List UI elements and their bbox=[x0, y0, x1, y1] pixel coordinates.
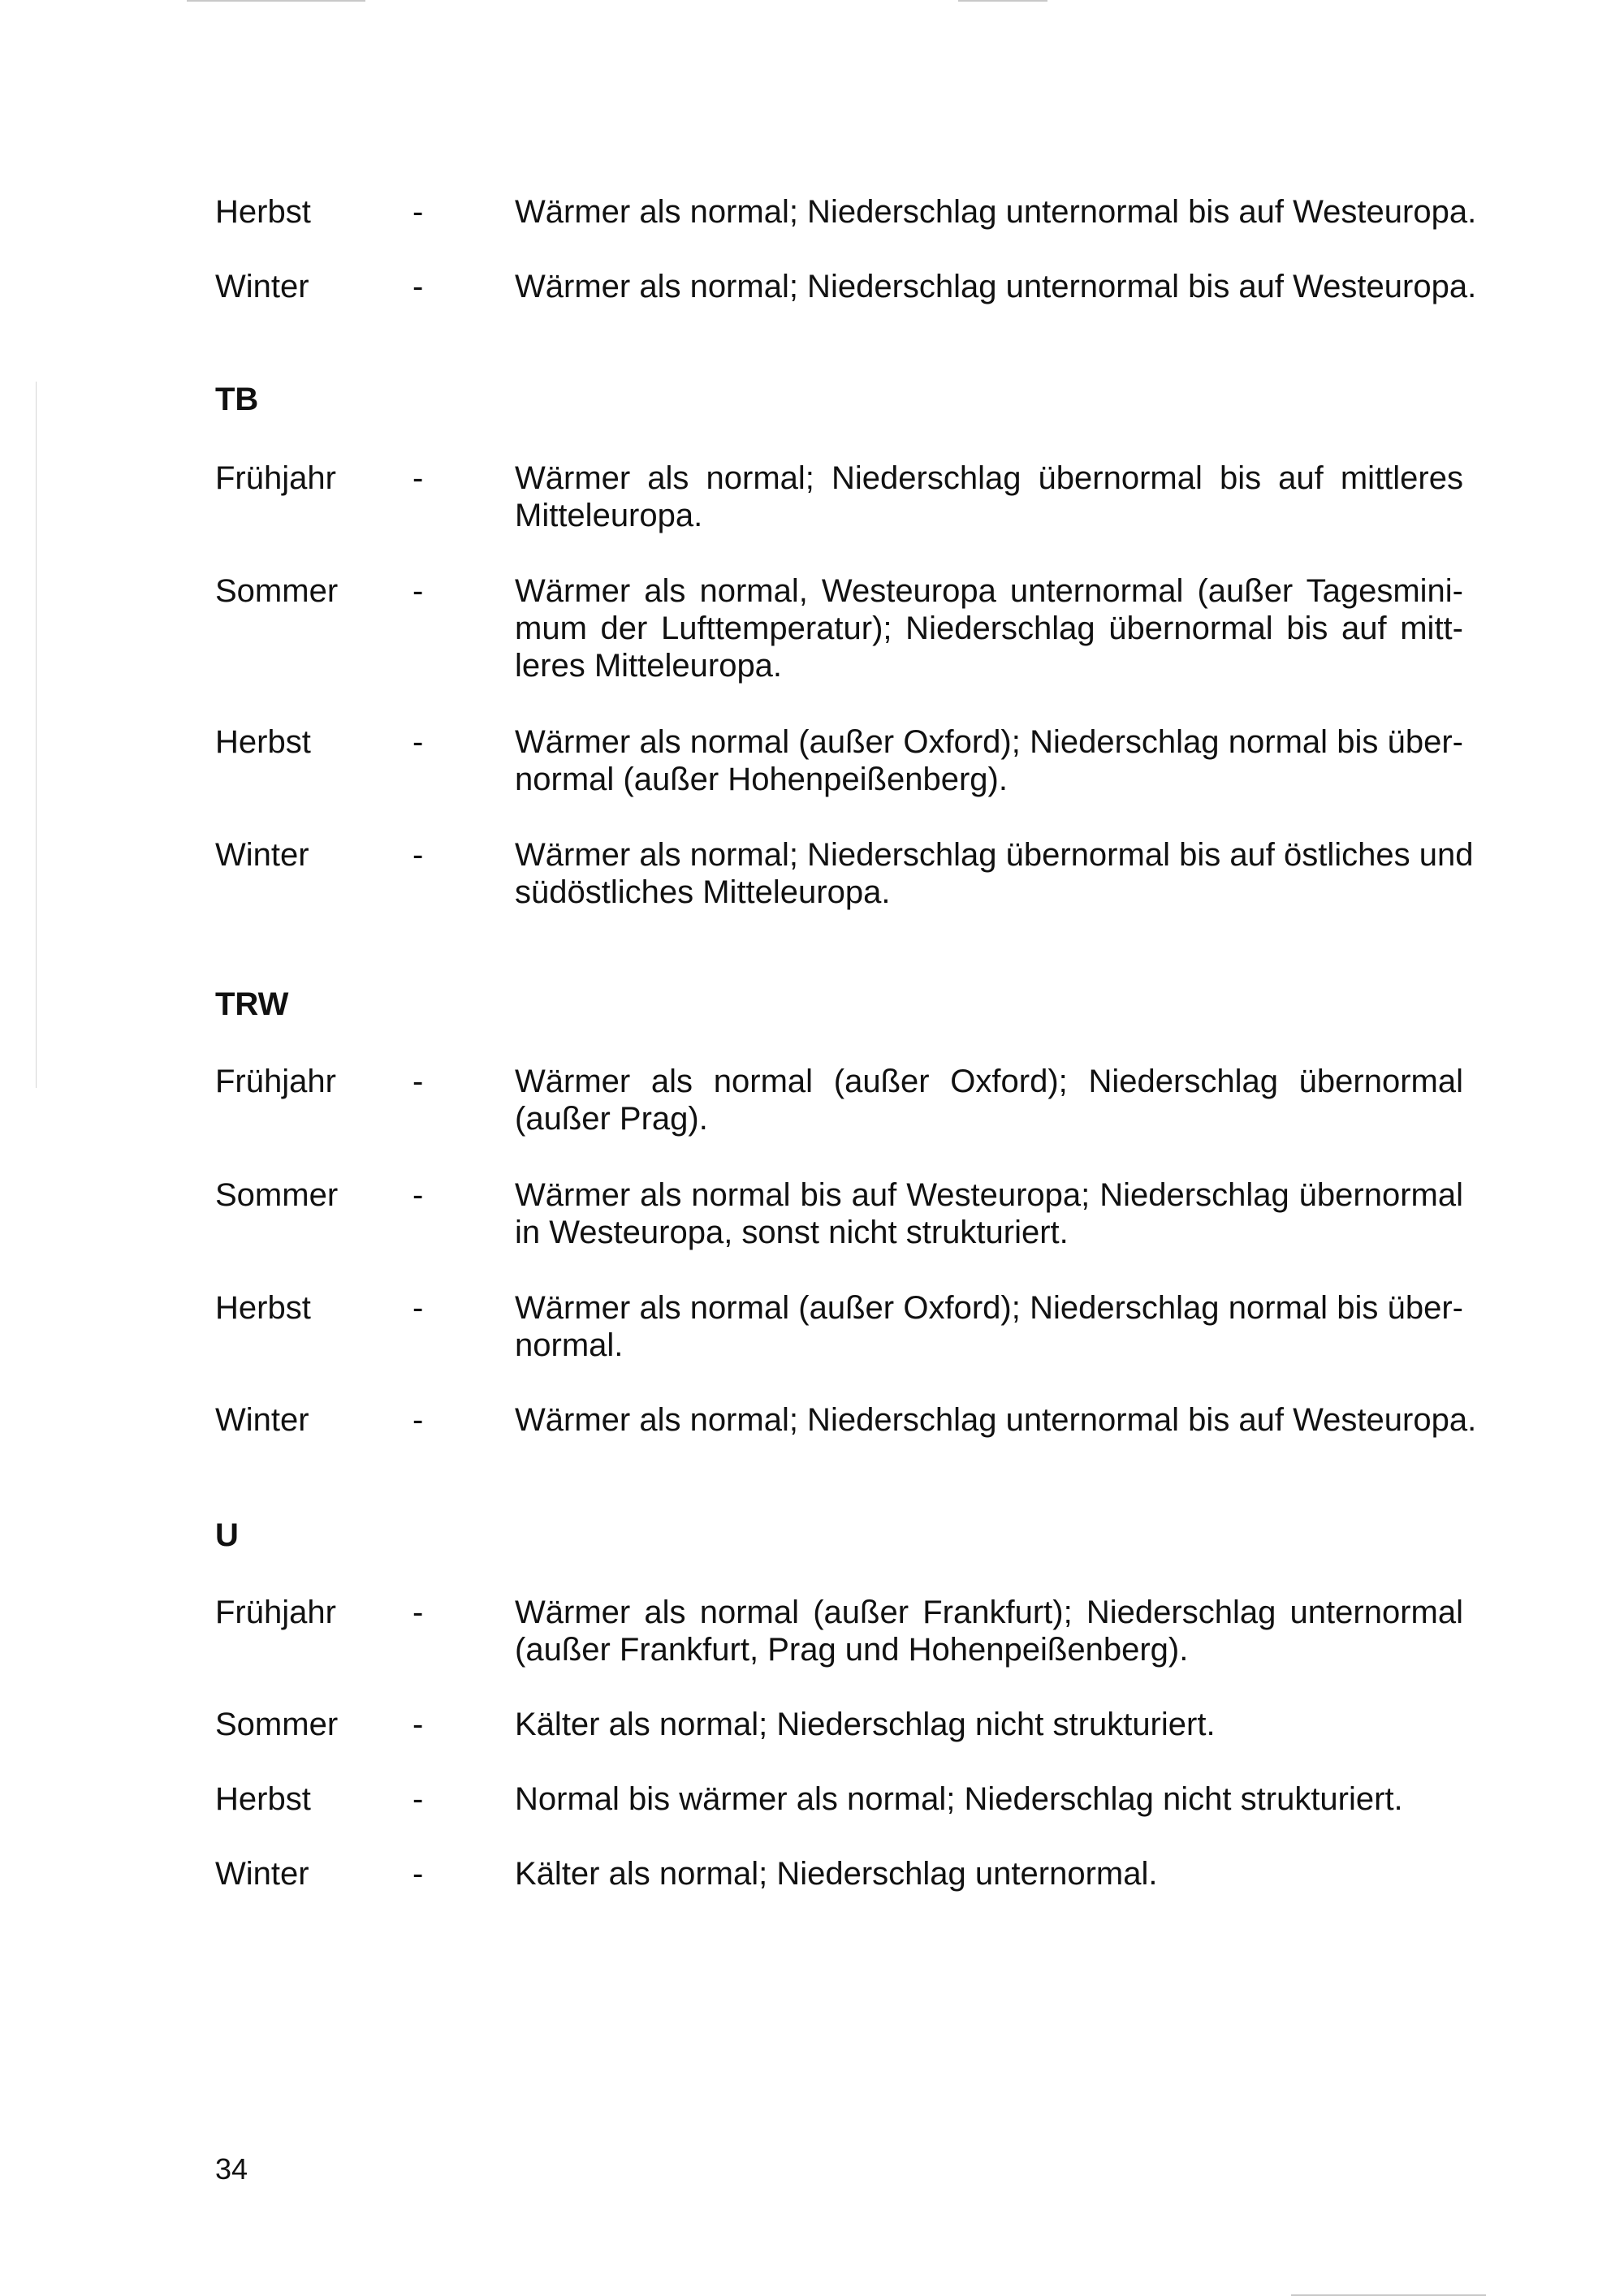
description-line: Wärmer als normal (außer Oxford); Niederschlag normal bis über- bbox=[515, 1290, 1463, 1326]
season-label: Sommer bbox=[215, 1177, 339, 1213]
season-description bbox=[515, 1401, 1477, 1439]
season-description bbox=[515, 193, 1477, 231]
season-label: Sommer bbox=[215, 1707, 339, 1742]
season-description bbox=[515, 1594, 1463, 1668]
description-line: Wärmer als normal; Niederschlag unternormal bis auf Westeuropa. bbox=[515, 269, 1477, 304]
separator-dash: - bbox=[412, 1177, 424, 1213]
season-description bbox=[515, 572, 1463, 684]
separator-dash: - bbox=[412, 269, 424, 304]
separator-dash: - bbox=[412, 1856, 424, 1892]
season-label: Winter bbox=[215, 1402, 309, 1438]
description-line: Wärmer als normal; Niederschlag unternormal bis auf Westeuropa. bbox=[515, 194, 1477, 230]
section-heading-tb: TB bbox=[215, 382, 259, 417]
description-line: Wärmer als normal bis auf Westeuropa; Niederschlag übernormal bbox=[515, 1177, 1463, 1213]
season-description bbox=[515, 460, 1463, 534]
season-label: Herbst bbox=[215, 724, 311, 760]
separator-dash: - bbox=[412, 1064, 424, 1099]
season-description bbox=[515, 268, 1477, 305]
description-line: in Westeuropa, sonst nicht strukturiert. bbox=[515, 1215, 1069, 1250]
section-heading-trw: TRW bbox=[215, 986, 289, 1022]
season-description bbox=[515, 1706, 1463, 1743]
season-label: Winter bbox=[215, 837, 309, 873]
separator-dash: - bbox=[412, 837, 424, 873]
description-line: südöstliches Mitteleuropa. bbox=[515, 874, 891, 910]
separator-dash: - bbox=[412, 194, 424, 230]
section-heading-u: U bbox=[215, 1517, 239, 1553]
separator-dash: - bbox=[412, 573, 424, 609]
description-line: Normal bis wärmer als normal; Niederschlag nicht strukturiert. bbox=[515, 1781, 1403, 1817]
separator-dash: - bbox=[412, 1595, 424, 1630]
description-line: (außer Prag). bbox=[515, 1101, 708, 1137]
description-line: Wärmer als normal (außer Frankfurt); Niederschlag unternormal bbox=[515, 1595, 1463, 1630]
season-label: Winter bbox=[215, 1856, 309, 1892]
separator-dash: - bbox=[412, 1402, 424, 1438]
description-line: normal (außer Hohenpeißenberg). bbox=[515, 762, 1008, 797]
description-line: leres Mitteleuropa. bbox=[515, 648, 783, 684]
scan-artifact-top-left bbox=[187, 0, 365, 2]
separator-dash: - bbox=[412, 724, 424, 760]
separator-dash: - bbox=[412, 1707, 424, 1742]
description-line: Wärmer als normal; Niederschlag übernormal bis auf mittleres bbox=[515, 460, 1463, 496]
season-description bbox=[515, 1063, 1463, 1137]
description-line: normal. bbox=[515, 1327, 624, 1363]
season-description bbox=[515, 1780, 1463, 1818]
scan-artifact-top-right bbox=[958, 0, 1047, 2]
season-description bbox=[515, 1855, 1463, 1892]
season-label: Frühjahr bbox=[215, 460, 336, 496]
separator-dash: - bbox=[412, 1290, 424, 1326]
separator-dash: - bbox=[412, 460, 424, 496]
description-line: Mitteleuropa. bbox=[515, 498, 703, 533]
season-description bbox=[515, 1176, 1463, 1251]
season-label: Herbst bbox=[215, 194, 311, 230]
description-line: Kälter als normal; Niederschlag nicht strukturiert. bbox=[515, 1707, 1216, 1742]
season-description bbox=[515, 836, 1474, 911]
season-label: Frühjahr bbox=[215, 1064, 336, 1099]
season-label: Herbst bbox=[215, 1290, 311, 1326]
description-line: Wärmer als normal; Niederschlag übernormal bis auf östliches und bbox=[515, 837, 1474, 873]
season-description bbox=[515, 723, 1463, 798]
separator-dash: - bbox=[412, 1781, 424, 1817]
description-line: Wärmer als normal (außer Oxford); Niederschlag normal bis über- bbox=[515, 724, 1463, 760]
description-line: mum der Lufttemperatur); Niederschlag übernormal bis auf mitt- bbox=[515, 611, 1463, 646]
season-label: Sommer bbox=[215, 573, 339, 609]
scan-artifact-left-edge bbox=[36, 382, 37, 1088]
season-label: Frühjahr bbox=[215, 1595, 336, 1630]
description-line: (außer Frankfurt, Prag und Hohenpeißenberg). bbox=[515, 1632, 1189, 1668]
season-label: Winter bbox=[215, 269, 309, 304]
season-description bbox=[515, 1289, 1463, 1364]
description-line: Kälter als normal; Niederschlag unternormal. bbox=[515, 1856, 1158, 1892]
description-line: Wärmer als normal (außer Oxford); Niederschlag übernormal bbox=[515, 1064, 1463, 1099]
description-line: Wärmer als normal, Westeuropa unternormal (außer Tagesmini- bbox=[515, 573, 1463, 609]
description-line: Wärmer als normal; Niederschlag unternormal bis auf Westeuropa. bbox=[515, 1402, 1477, 1438]
season-label: Herbst bbox=[215, 1781, 311, 1817]
page-number: 34 bbox=[215, 2152, 248, 2186]
